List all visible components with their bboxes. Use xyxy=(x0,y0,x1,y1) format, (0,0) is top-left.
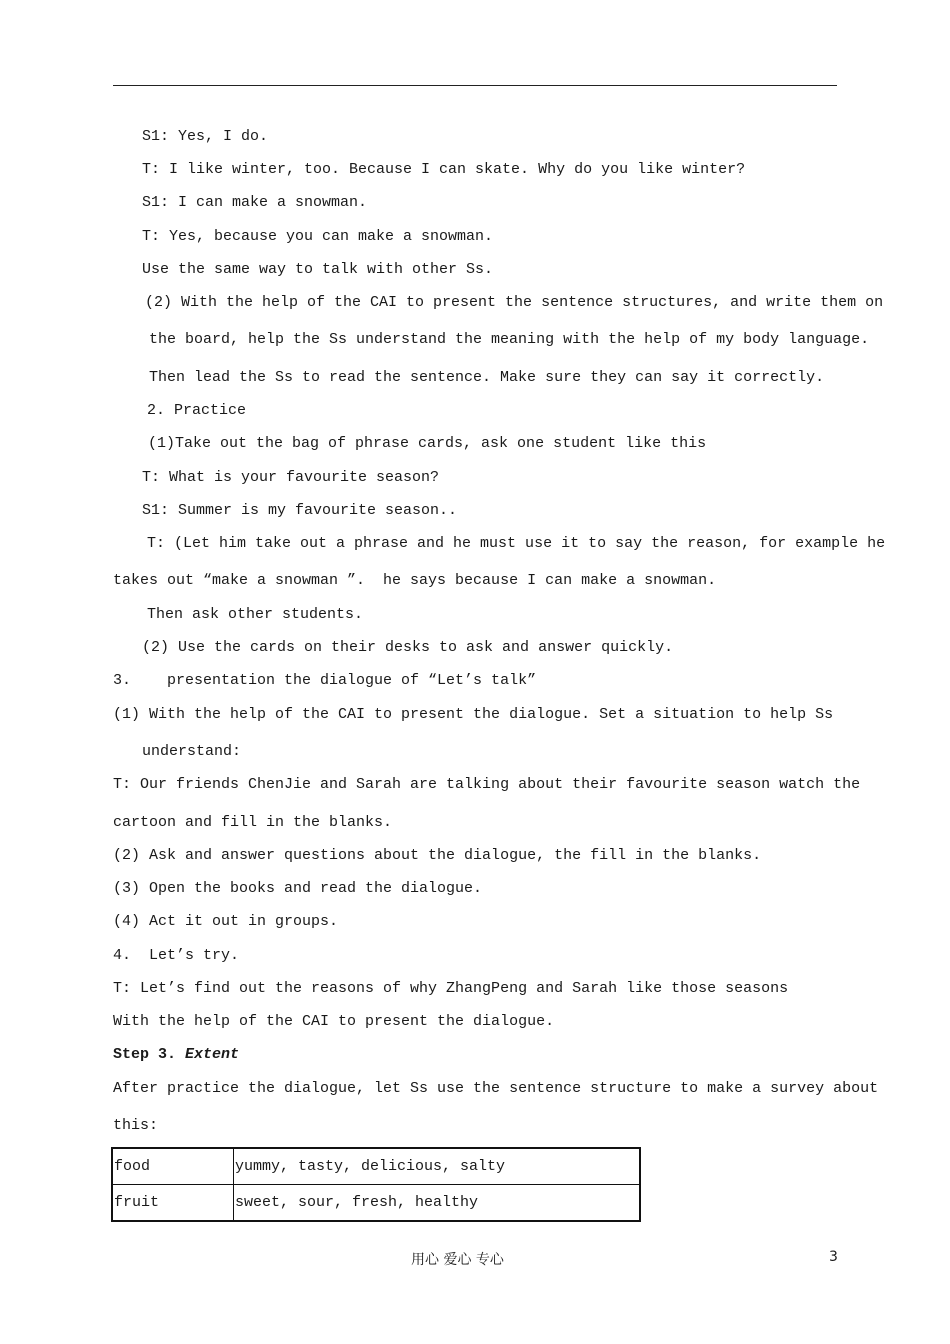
text-line: understand: xyxy=(142,743,242,760)
text-line: S1: Yes, I do. xyxy=(142,128,269,145)
text-line: T: Yes, because you can make a snowman. xyxy=(142,228,494,245)
text-line: T: Let’s find out the reasons of why ZhangPeng and Sarah like those seasons xyxy=(113,980,789,997)
text-line: (1) With the help of the CAI to present the dialogue. Set a situation to help Ss xyxy=(113,706,834,723)
page-number: 3 xyxy=(829,1249,838,1265)
step-heading xyxy=(113,1046,239,1064)
text-line: this: xyxy=(113,1117,159,1134)
text-line: Use the same way to talk with other Ss. xyxy=(142,261,494,278)
text-line: T: (Let him take out a phrase and he must use it to say the reason, for example he xyxy=(147,535,886,552)
text-line: 2. Practice xyxy=(147,402,247,419)
text-line: After practice the dialogue, let Ss use the sentence structure to make a survey about xyxy=(113,1080,879,1097)
text-line: 3. presentation the dialogue of “Let’s talk” xyxy=(113,672,537,689)
footer-motto: 用心 爱心 专心 xyxy=(411,1252,504,1268)
survey-table xyxy=(111,1147,641,1222)
text-line: 4. Let’s try. xyxy=(113,947,240,964)
step-title: Extent xyxy=(185,1046,240,1063)
table-cell-words: sweet, sour, fresh, healthy xyxy=(234,1185,641,1222)
text-line: S1: Summer is my favourite season.. xyxy=(142,502,458,519)
table-row xyxy=(112,1148,640,1185)
text-line: T: Our friends ChenJie and Sarah are talking about their favourite season watch the xyxy=(113,776,861,793)
text-line: (1)Take out the bag of phrase cards, ask one student like this xyxy=(148,435,707,452)
table-cell-category: fruit xyxy=(112,1185,234,1222)
text-line: Then lead the Ss to read the sentence. Make sure they can say it correctly. xyxy=(149,369,825,386)
text-line: the board, help the Ss understand the meaning with the help of my body language. xyxy=(149,331,870,348)
table-cell-category: food xyxy=(112,1148,234,1185)
text-line: Then ask other students. xyxy=(147,606,364,623)
text-line: cartoon and fill in the blanks. xyxy=(113,814,393,831)
text-line: (3) Open the books and read the dialogue. xyxy=(113,880,483,897)
text-line: (2) With the help of the CAI to present the sentence structures, and write them on xyxy=(145,294,884,311)
text-line: (2) Use the cards on their desks to ask and answer quickly. xyxy=(142,639,674,656)
text-line: (4) Act it out in groups. xyxy=(113,913,339,930)
text-line: takes out “make a snowman ”. he says because I can make a snowman. xyxy=(113,572,717,589)
text-line: (2) Ask and answer questions about the dialogue, the fill in the blanks. xyxy=(113,847,762,864)
text-line: S1: I can make a snowman. xyxy=(142,194,368,211)
text-line: T: What is your favourite season? xyxy=(142,469,440,486)
text-line: With the help of the CAI to present the dialogue. xyxy=(113,1013,555,1030)
header-rule xyxy=(113,85,837,86)
text-line: T: I like winter, too. Because I can skate. Why do you like winter? xyxy=(142,161,746,178)
table-row xyxy=(112,1185,640,1222)
step-label: Step 3. xyxy=(113,1046,177,1063)
table-cell-words: yummy, tasty, delicious, salty xyxy=(234,1148,641,1185)
